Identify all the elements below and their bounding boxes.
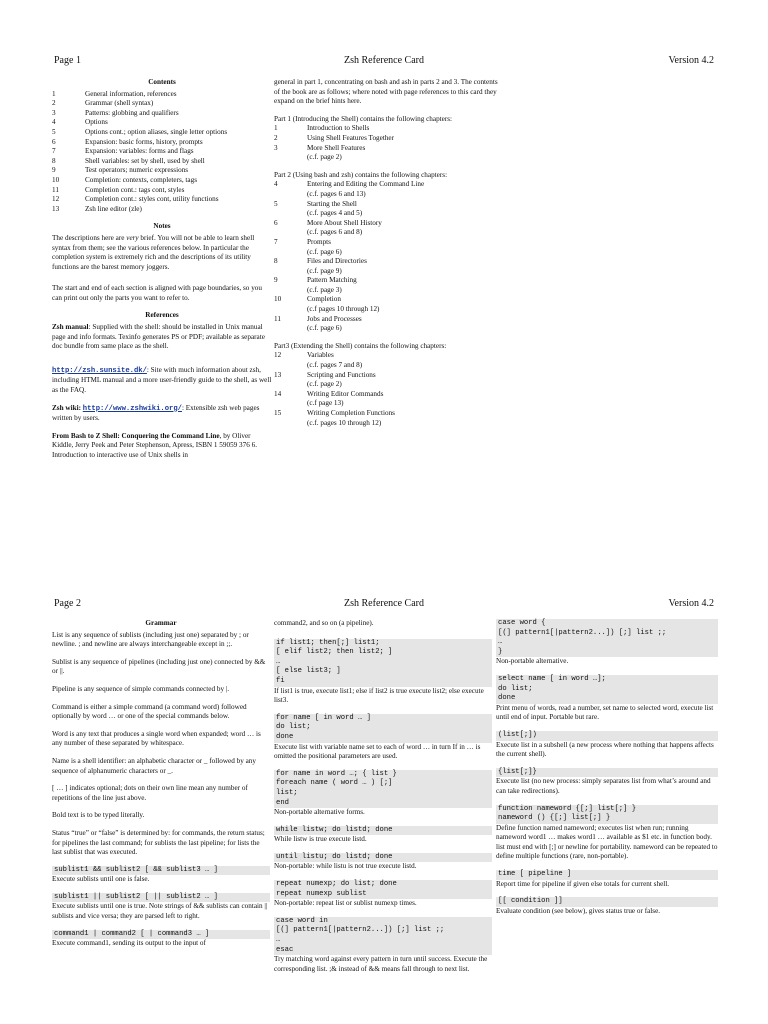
list-item-number: 14	[274, 389, 282, 398]
list-item	[274, 419, 504, 429]
list-item-number: 9	[274, 276, 278, 285]
list-item	[274, 180, 504, 190]
page2-right-column	[496, 619, 718, 916]
list-item	[274, 238, 504, 248]
list-item-text: Starting the Shell	[307, 199, 357, 208]
list-item	[52, 138, 272, 148]
list-item-number	[274, 228, 307, 238]
list-item-number	[274, 153, 307, 163]
code-case: case word in [(] pattern1[|pattern2...]) [;] list ;; … esac	[274, 917, 492, 955]
page2-left-column	[52, 619, 270, 949]
page2-title: Zsh Reference Card	[344, 598, 424, 609]
desc-for: Execute list with variable name set to each of word … in turn If in … is omitted the positional parameters are used.	[274, 742, 481, 761]
list-item-number: 7	[274, 237, 278, 246]
list-item-number: 1	[274, 124, 278, 133]
list-item-number: 5	[274, 199, 278, 208]
code-while: while listw; do listd; done	[274, 826, 492, 836]
list-item-text: Introduction to Shells	[307, 124, 370, 133]
list-item-text: Options	[85, 118, 108, 127]
list-item-number: 12	[274, 351, 282, 360]
list-item-text: Jobs and Processes	[307, 314, 362, 323]
page2-middle-column	[274, 619, 492, 974]
code-until: until listu; do listd; done	[274, 853, 492, 863]
code-condition: [[ condition ]]	[496, 897, 718, 907]
list-item-number: 4	[274, 180, 278, 189]
list-item	[274, 200, 504, 210]
code-case-alt: case word { [(] pattern1[|pattern2...]) [;] list ;; … }	[496, 619, 718, 657]
list-item-number	[274, 324, 307, 334]
grammar-heading: Grammar	[145, 619, 177, 627]
list-item	[274, 134, 504, 144]
desc-for-alt: Non-portable alternative forms.	[274, 808, 365, 817]
list-item-text: (c.f. page 2)	[307, 153, 342, 162]
list-item-number: 5	[52, 127, 56, 136]
list-item-text: Entering and Editing the Command Line	[307, 180, 425, 189]
desc-while: While listw is true execute listd.	[274, 835, 367, 844]
list-item-number	[274, 419, 307, 429]
list-item	[52, 195, 272, 205]
list-item-text: (c.f. pages 4 and 5)	[307, 209, 363, 218]
grammar-pipeline: Pipeline is any sequence of simple commands connected by |.	[52, 684, 230, 693]
list-item-text: Files and Directories	[307, 257, 367, 266]
code-and-list: sublist1 && sublist2 [ && sublist3 … ]	[52, 866, 270, 876]
list-item-number	[274, 248, 307, 258]
list-item-text: Expansion: variables: forms and flags	[85, 147, 194, 156]
list-item	[274, 248, 504, 258]
list-item	[274, 153, 504, 163]
list-item-number: 2	[52, 99, 56, 108]
list-item-number	[274, 190, 307, 200]
list-item-number: 10	[52, 175, 60, 184]
list-item-number	[274, 305, 307, 315]
list-item-text: Shell variables: set by shell, used by shell	[85, 156, 205, 165]
desc-pipeline-cont: command2, and so on (a pipeline).	[274, 619, 374, 627]
part2-title: Part 2 (Using bash and zsh) contains the following chapters:	[274, 170, 448, 179]
list-item	[274, 305, 504, 315]
page2-version: Version 4.2	[668, 598, 714, 609]
list-item-text: (c.f. pages 6 and 8)	[307, 228, 363, 237]
list-item-number: 6	[274, 218, 278, 227]
list-item	[52, 90, 272, 100]
list-item-number: 15	[274, 409, 282, 417]
list-item	[274, 124, 504, 134]
list-item-text: Writing Editor Commands	[307, 389, 384, 398]
code-subshell: (list[;])	[496, 731, 718, 741]
desc-select: Print menu of words, read a number, set name to selected word, execute list until end of input. Portable but rare.	[496, 703, 714, 722]
list-item-number: 6	[52, 137, 56, 146]
list-item-text: Grammar (shell syntax)	[85, 99, 154, 108]
desc-if: If list1 is true, execute list1; else if list2 is true execute list2; else execute list3.	[274, 686, 484, 705]
list-item	[274, 380, 504, 390]
list-item	[274, 409, 504, 419]
list-item-number	[274, 267, 307, 277]
list-item-number	[274, 209, 307, 219]
list-item	[274, 361, 504, 371]
desc-or-list: Execute sublists until one is true. Note strings of && sublists can contain || sublists and vice versa; they are parsed left to right.	[52, 902, 268, 921]
list-item-number: 10	[274, 295, 282, 304]
list-item	[274, 351, 504, 361]
desc-time: Report time for pipeline if given else totals for current shell.	[496, 879, 670, 888]
list-item-text: (c.f page 13)	[307, 399, 344, 408]
desc-case-alt: Non-portable alternative.	[496, 657, 569, 666]
grammar-status: Status “true” or “false” is determined by: for commands, the return status; for pipelines the last command; for sublists the last pipeline; for lists the last sublist that was executed.	[52, 828, 265, 857]
list-item	[274, 286, 504, 296]
list-item	[52, 166, 272, 176]
list-item	[274, 315, 504, 325]
page2-number: Page 2	[54, 598, 81, 609]
list-item	[52, 99, 272, 109]
page1-left-column	[52, 78, 272, 469]
list-item-number: 7	[52, 147, 56, 156]
list-item-number: 11	[274, 314, 281, 323]
desc-function: Define function named nameword; executes list when run; running nameword word1 … makes word1 … available as $1 etc. in function body. list must end with [;] or newline for portability. nameword can be repeated to define multiple functions (rare, non-portable).	[496, 823, 718, 861]
code-repeat: repeat numexp; do list; done repeat numexp sublist	[274, 880, 492, 899]
grammar-word: Word is any text that produces a single word when expanded; word … is any number of these separated by whitespace.	[52, 729, 261, 748]
ref-site: http://zsh.sunsite.dk/: Site with much information about zsh, including HTML manual and a more user-friendly guide to the shell, as well as the FAQ.	[52, 365, 272, 395]
list-item-text: Prompts	[307, 237, 331, 246]
zsh-wiki-link[interactable]: http://www.zshwiki.org/	[82, 404, 182, 413]
grammar-bold: Bold text is to be typed literally.	[52, 811, 145, 820]
code-time: time [ pipeline ]	[496, 870, 718, 880]
list-item	[274, 228, 504, 238]
list-item-text: (c.f. page 9)	[307, 266, 342, 275]
list-item	[274, 219, 504, 229]
list-item	[274, 399, 504, 409]
list-item-text: (c.f. pages 10 through 12)	[307, 418, 382, 427]
list-item	[274, 144, 504, 154]
ref-book: From Bash to Z Shell: Conquering the Command Line, by Oliver Kiddle, Jerry Peek and Peter Stephenson, Apress, ISBN 1 59059 376 6. Introduction to interactive use of Unix shells in	[52, 431, 258, 459]
list-item-number	[274, 380, 307, 390]
references-heading: References	[145, 311, 179, 320]
grammar-list: List is any sequence of sublists (including just one) separated by ; or newline. ; and newline are always interchangeable except in ;;.	[52, 630, 249, 649]
list-item	[52, 176, 272, 186]
list-item-text: (c.f. pages 7 and 8)	[307, 361, 363, 370]
code-for: for name [ in word … ] do list; done	[274, 714, 492, 743]
list-item-number	[274, 361, 307, 371]
list-item-text: (c.f. pages 6 and 13)	[307, 189, 366, 198]
list-item-text: Using Shell Features Together	[307, 133, 394, 142]
list-item-text: More Shell Features	[307, 143, 366, 152]
list-item-text: (c.f. page 6)	[307, 247, 342, 256]
list-item-text: General information, references	[85, 89, 177, 98]
part1-list	[274, 124, 504, 162]
list-item-text: Pattern Matching	[307, 276, 357, 285]
list-item-text: (c.f. page 3)	[307, 285, 342, 294]
list-item-text: More About Shell History	[307, 218, 382, 227]
contents-list	[52, 90, 272, 215]
list-item	[274, 371, 504, 381]
list-item-number: 4	[52, 118, 56, 127]
list-item	[274, 390, 504, 400]
page1-version: Version 4.2	[668, 55, 714, 66]
list-item-text: Variables	[307, 351, 334, 360]
list-item-text: Patterns: globbing and qualifiers	[85, 108, 179, 117]
list-item	[52, 118, 272, 128]
list-item-text: Writing Completion Functions	[307, 409, 395, 417]
list-item-number: 11	[52, 185, 59, 194]
ref-manual: Zsh manual: Supplied with the shell: should be installed in Unix manual page and info formats. Texinfo generates PS or PDF; available as separate doc bundle from same place as the shell.	[52, 323, 265, 351]
notes-paragraph-2: The start and end of each section is aligned with page boundaries, so you can print out only the parts you want to refer to.	[52, 284, 262, 302]
list-item-number	[274, 399, 307, 409]
notes-heading: Notes	[153, 222, 171, 231]
list-item	[274, 324, 504, 334]
page1-right-column	[274, 78, 504, 428]
book-intro: general in part 1, concentrating on bash and ash in parts 2 and 3. The contents of the book are as follows; where noted with page references to this card they expand on the brief hints here.	[274, 78, 498, 106]
list-item-number	[274, 286, 307, 296]
desc-brace: Execute list (no new process: simply separates list from what’s around and can take redirections).	[496, 777, 711, 795]
list-item-text: Expansion: basic forms, history, prompts	[85, 137, 203, 146]
list-item-number: 1	[52, 89, 56, 98]
list-item	[274, 267, 504, 277]
contents-heading: Contents	[148, 78, 176, 86]
grammar-name: Name is a shell identifier: an alphabetic character or _ followed by any sequence of alphanumeric characters or _.	[52, 756, 256, 775]
part3-list	[274, 351, 504, 428]
page1-number: Page 1	[54, 55, 81, 66]
list-item-text: (c.f pages 10 through 12)	[307, 305, 380, 314]
part3-title: Part3 (Extending the Shell) contains the following chapters:	[274, 341, 447, 350]
list-item	[274, 295, 504, 305]
list-item-text: Options cont.; option aliases, single letter options	[85, 127, 228, 136]
grammar-command: Command is either a simple command (a command word) followed optionally by word … or one of the special commands below.	[52, 702, 247, 721]
list-item-number: 3	[52, 108, 56, 117]
list-item	[52, 128, 272, 138]
code-for-alt: for name in word …; { list } foreach name ( word … ) [;] list; end	[274, 770, 492, 808]
list-item-number: 2	[274, 133, 278, 142]
desc-condition: Evaluate condition (see below), gives status true or false.	[496, 906, 661, 915]
code-or-list: sublist1 || sublist2 [ || sublist2 … ]	[52, 893, 270, 903]
list-item-text: Completion cont.: styles cont, utility functions	[85, 195, 219, 204]
list-item-number: 3	[274, 143, 278, 152]
list-item	[52, 147, 272, 157]
code-function: function nameword {[;] list[;] } nameword () {[;] list[;] }	[496, 805, 718, 824]
list-item-number: 9	[52, 166, 56, 175]
list-item	[274, 276, 504, 286]
list-item-number: 13	[274, 370, 282, 379]
desc-case: Try matching word against every pattern in turn until success. Execute the corresponding list. ;& instead of && means fall through to next list.	[274, 955, 488, 973]
page1-title: Zsh Reference Card	[344, 55, 424, 66]
list-item-number: 13	[52, 204, 60, 213]
code-if: if list1; then[;] list1; [ elif list2; then list2; ] … [ else list3; ] fi	[274, 639, 492, 687]
desc-repeat: Non-portable: repeat list or sublist numexp times.	[274, 899, 417, 908]
ref-wiki: Zsh wiki: http://www.zshwiki.org/: Extensible zsh web pages written by users.	[52, 403, 260, 423]
desc-and-list: Execute sublists until one is false.	[52, 875, 150, 884]
list-item-number: 8	[52, 156, 56, 165]
list-item-number: 8	[274, 257, 278, 266]
part2-list	[274, 180, 504, 334]
list-item-text: Completion cont.: tags cont, styles	[85, 185, 185, 194]
list-item-text: Scripting and Functions	[307, 370, 376, 379]
desc-until: Non-portable: while listu is not true execute listd.	[274, 862, 417, 871]
list-item	[274, 209, 504, 219]
list-item	[52, 157, 272, 167]
zsh-site-link[interactable]: http://zsh.sunsite.dk/	[52, 366, 147, 375]
list-item	[52, 205, 272, 215]
part1-title: Part 1 (Introducing the Shell) contains the following chapters:	[274, 114, 453, 123]
desc-pipeline: Execute command1, sending its output to the input of	[52, 939, 206, 948]
list-item-text: Zsh line editor (zle)	[85, 204, 142, 213]
list-item-text: (c.f. page 6)	[307, 324, 342, 333]
list-item-text: Completion: contexts, completers, tags	[85, 175, 197, 184]
grammar-sublist: Sublist is any sequence of pipelines (including just one) connected by && or ||.	[52, 657, 266, 676]
list-item	[52, 186, 272, 196]
code-select: select name [ in word …]; do list; done	[496, 675, 718, 704]
grammar-optional: [ … ] indicates optional; dots on their own line mean any number of repetitions of the line just above.	[52, 784, 248, 802]
list-item	[274, 190, 504, 200]
code-brace: {list[;]}	[496, 768, 718, 778]
desc-subshell: Execute list in a subshell (a new process where nothing that happens affects the current shell).	[496, 740, 714, 759]
notes-paragraph: The descriptions here are very brief. You will not be able to learn shell syntax from them; see the various references below. In particular the completion system is extremely rich and the descriptions of its utility functions are the barest memory joggers.	[52, 233, 255, 271]
list-item-text: Completion	[307, 295, 341, 304]
list-item	[52, 109, 272, 119]
list-item-text: Test operators; numeric expressions	[85, 166, 189, 175]
list-item	[274, 257, 504, 267]
code-pipeline: command1 | command2 [ | command3 … ]	[52, 930, 270, 940]
list-item-number: 12	[52, 195, 60, 204]
list-item-text: (c.f. page 2)	[307, 380, 342, 389]
